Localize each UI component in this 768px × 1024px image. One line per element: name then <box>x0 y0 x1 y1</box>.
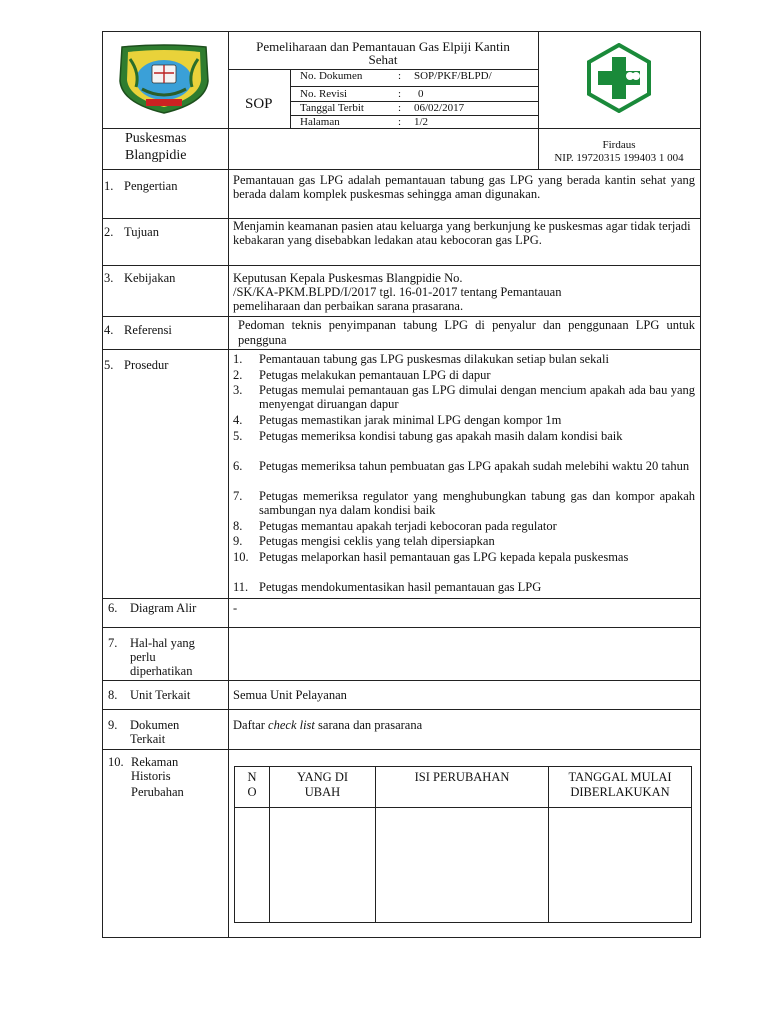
col-header-yang-diubah: UBAH <box>304 785 341 799</box>
meta-value-revisi: 0 <box>418 88 424 100</box>
regency-emblem-icon <box>116 43 212 115</box>
section-number: 1. <box>104 179 114 193</box>
prosedur-item-number: 5. <box>233 428 243 443</box>
document-title-line2: Sehat <box>368 52 398 67</box>
dokumen-terkait-text <box>233 719 422 733</box>
prosedur-item-text: Petugas memeriksa regulator yang menghubungkan tabung gas dan kompor apakah sambungan nya dalam kondisi baik <box>259 488 695 517</box>
pengertian-text: Pemantauan gas LPG adalah pemantauan tabung gas LPG yang berada kantin sehat yang berada dalam komplek puskesmas sehingga aman digunakan. <box>233 173 695 201</box>
col-header-no: O <box>247 785 257 799</box>
meta-value-tanggal: 06/02/2017 <box>414 102 465 114</box>
meta-label-halaman: Halaman <box>300 116 340 128</box>
prosedur-item-text: Petugas melaporkan hasil pemantauan gas LPG kepada kepala puskesmas <box>259 549 629 564</box>
diagram-alir-text: - <box>233 601 238 615</box>
section-number: 7. <box>108 636 118 650</box>
meta-label-dokumen: No. Dokumen <box>300 70 363 82</box>
prosedur-item-text: Petugas memeriksa tahun pembuatan gas LPG apakah sudah melebihi waktu 20 tahun <box>259 458 690 473</box>
section-title-diagram-alir: Diagram Alir <box>130 601 197 615</box>
health-cross-logo <box>584 43 654 113</box>
prosedur-item-number: 4. <box>233 413 243 427</box>
section-title-rekaman: Historis <box>131 769 171 783</box>
kebijakan-line: /SK/KA-PKM.BLPD/I/2017 tgl. 16-01-2017 tentang Pemantauan <box>233 285 562 299</box>
dokumen-text-em: check list <box>268 718 315 732</box>
section-title-rekaman: Perubahan <box>131 785 184 799</box>
section-number: 9. <box>108 718 118 732</box>
dokumen-text-post: sarana dan prasarana <box>314 718 423 732</box>
section-title-hal-hal: perlu <box>130 650 156 664</box>
prosedur-item-text: Pemantauan tabung gas LPG puskesmas dilakukan setiap bulan sekali <box>259 352 609 366</box>
referensi-text: Pedoman teknis penyimpanan tabung LPG di penyalur dan penggunaan LPG untuk pengguna <box>238 318 695 347</box>
prosedur-item-number: 8. <box>233 518 243 533</box>
section-number: 8. <box>108 688 118 702</box>
kebijakan-line: pemeliharaan dan perbaikan sarana prasarana. <box>233 299 464 313</box>
prosedur-item-text: Petugas mengisi ceklis yang telah dipersiapkan <box>259 534 495 548</box>
col-header-yang-diubah: YANG DI <box>296 770 349 784</box>
section-number: 3. <box>104 271 114 285</box>
prosedur-item-text: Petugas mendokumentasikan hasil pemantauan gas LPG <box>259 579 542 594</box>
prosedur-item-number: 6. <box>233 458 243 473</box>
puskesmas-cross-icon <box>584 43 654 113</box>
regency-logo <box>116 43 212 115</box>
section-number: 10. <box>108 755 124 769</box>
tujuan-text: Menjamin keamanan pasien atau keluarga yang berkunjung ke puskesmas agar tidak terjadi kebakaran yang disebabkan ledakan atau kebocoran gas LPG. <box>233 219 691 247</box>
section-title-prosedur: Prosedur <box>124 358 169 372</box>
prosedur-item-text: Petugas melakukan pemantauan LPG di dapur <box>259 367 491 382</box>
signer-name: Firdaus <box>602 139 636 151</box>
section-title-referensi: Referensi <box>124 323 172 337</box>
col-header-tanggal: DIBERLAKUKAN <box>570 785 670 799</box>
section-title-dokumen: Dokumen <box>130 718 180 732</box>
unit-terkait-text: Semua Unit Pelayanan <box>233 688 347 702</box>
prosedur-item-number: 11. <box>233 579 249 594</box>
prosedur-item-number: 10. <box>233 549 249 564</box>
col-header-isi-perubahan: ISI PERUBAHAN <box>414 770 510 784</box>
kebijakan-line: Keputusan Kepala Puskesmas Blangpidie No. <box>233 271 463 285</box>
meta-sep: : <box>398 116 402 128</box>
meta-sep: : <box>398 88 402 100</box>
prosedur-item-number: 2. <box>233 367 243 382</box>
section-title-hal-hal: Hal-hal yang <box>130 636 195 650</box>
section-number: 5. <box>104 358 114 372</box>
col-header-tanggal: TANGGAL MULAI <box>568 770 672 784</box>
prosedur-item-text: Petugas memulai pemantauan gas LPG dimulai dengan mencium apakah ada bau yang menyengat diruangan dapur <box>259 383 695 411</box>
signer-nip: NIP. 19720315 199403 1 004 <box>554 152 684 164</box>
section-title-unit-terkait: Unit Terkait <box>130 688 191 702</box>
document-title-line1: Pemeliharaan dan Pemantauan Gas Elpiji Kantin <box>256 39 510 54</box>
section-title-pengertian: Pengertian <box>124 179 178 193</box>
section-title-hal-hal: diperhatikan <box>130 664 193 678</box>
org-name-line1: Puskesmas <box>125 131 187 146</box>
prosedur-item-text: Petugas memastikan jarak minimal LPG dengan kompor 1m <box>259 413 562 427</box>
prosedur-item-text: Petugas memeriksa kondisi tabung gas apakah masih dalam kondisi baik <box>259 428 623 443</box>
meta-value-dokumen: SOP/PKF/BLPD/ <box>414 70 492 82</box>
section-title-tujuan: Tujuan <box>124 225 159 239</box>
dokumen-text-pre: Daftar <box>233 718 269 732</box>
section-number: 4. <box>104 323 114 337</box>
section-title-rekaman: Rekaman <box>131 755 179 769</box>
meta-label-revisi: No. Revisi <box>300 88 348 100</box>
prosedur-item-number: 1. <box>233 352 243 366</box>
meta-label-tanggal: Tanggal Terbit <box>300 102 364 114</box>
meta-sep: : <box>398 102 402 114</box>
meta-sep: : <box>398 70 402 82</box>
meta-value-halaman: 1/2 <box>414 116 429 128</box>
org-name-line2: Blangpidie <box>125 148 187 163</box>
section-number: 6. <box>108 601 118 615</box>
section-number: 2. <box>104 225 114 239</box>
section-title-dokumen: Terkait <box>130 732 166 746</box>
prosedur-item-number: 7. <box>233 488 243 503</box>
prosedur-item-text: Petugas memantau apakah terjadi kebocoran pada regulator <box>259 518 557 533</box>
col-header-no: N <box>247 770 257 784</box>
prosedur-item-number: 9. <box>233 534 243 548</box>
section-title-kebijakan: Kebijakan <box>124 271 176 285</box>
sop-label: SOP <box>245 96 273 112</box>
prosedur-item-number: 3. <box>233 383 243 397</box>
